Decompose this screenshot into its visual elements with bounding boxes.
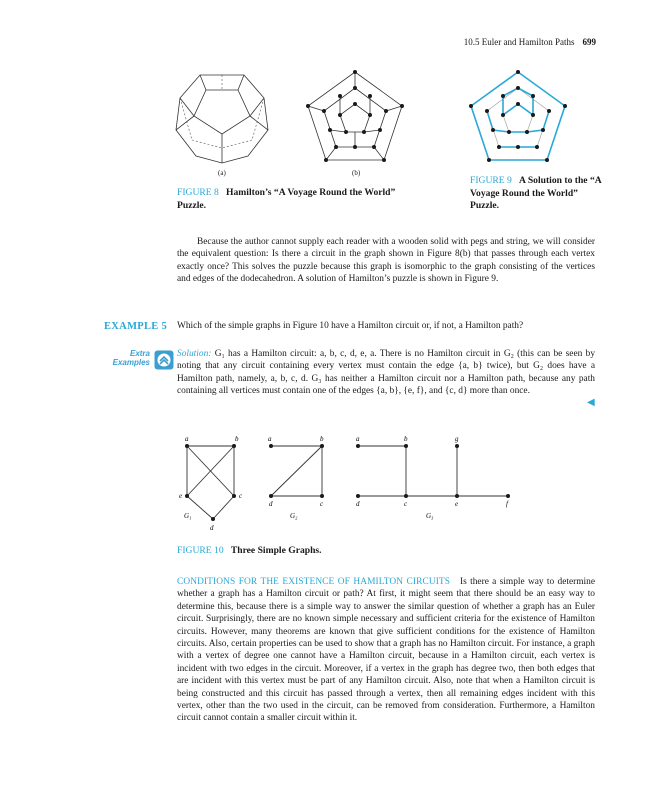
running-header xyxy=(464,37,596,47)
g1-name: G₁ xyxy=(184,512,192,520)
g3-label-c: c xyxy=(404,500,408,508)
intro-paragraph: Because the author cannot supply each reader with a wooden solid with pegs and string, we will consider the equivalent question: Is there a circuit in the graph shown in Figure 8(b) that passes through each vertex exactly once? This solves the puzzle because this graph is isomorphic to the graph consisting of the vertices and edges of the dodecahedron. A solution of Hamilton’s puzzle is shown in Figure 9. xyxy=(177,237,595,285)
g1-label-b: b xyxy=(235,435,239,443)
solution-text: G₁ has a Hamilton circuit: a, b, c, d, e, a. There is no Hamilton circuit in G₂ (this can be seen by noting that any circuit containing every vertex must contain the edge {a, b} twice), but G₂ does have a Hamilton path, namely, a, b, c, d. G₃ has neither a Hamilton circuit nor a Hamilton path, because any path containing all vertices must contain one of the edges {a, b}, {e, f}, and {c, d} more than once. xyxy=(177,349,596,397)
extra-line1: Extra xyxy=(129,349,150,358)
g1-label-c: c xyxy=(239,492,243,500)
dodecahedron-solid xyxy=(172,70,272,165)
figure8-label: FIGURE 8 xyxy=(177,187,219,198)
g1-label-e: e xyxy=(179,492,183,500)
figure8-caption xyxy=(177,187,407,212)
end-of-example-mark: ◀ xyxy=(587,397,595,408)
example-solution xyxy=(177,348,595,398)
g3-name: G₃ xyxy=(426,512,434,520)
g1-label-a: a xyxy=(185,435,189,443)
figure8-caption-text: Hamilton’s “A Voyage Round the World” Puzzle. xyxy=(177,187,396,211)
g3-label-f: f xyxy=(506,500,508,508)
extra-examples-button[interactable] xyxy=(112,349,174,371)
figure8-graph xyxy=(303,68,407,164)
g1-label-d: d xyxy=(210,524,214,532)
conditions-heading: CONDITIONS FOR THE EXISTENCE OF HAMILTON CIRCUITS xyxy=(177,577,451,587)
figure9-graph xyxy=(466,68,570,164)
conditions-section xyxy=(177,576,595,725)
figure9-caption xyxy=(470,175,605,213)
extra-line2: Examples xyxy=(112,358,150,367)
g2-label-b: b xyxy=(320,435,324,443)
extra-examples-icon xyxy=(154,350,174,370)
g3-label-b: b xyxy=(404,435,408,443)
figure8-sub-a: (a) xyxy=(218,169,226,177)
extra-examples-text xyxy=(113,349,150,367)
figure9-label: FIGURE 9 xyxy=(470,175,512,186)
g3-label-g: g xyxy=(455,435,459,443)
example-label: EXAMPLE 5 xyxy=(104,321,168,332)
g2-label-a: a xyxy=(268,435,272,443)
figure9-caption-text: A Solution to the “A Voyage Round the World” Puzzle. xyxy=(470,175,602,211)
section-title: 10.5 Euler and Hamilton Paths xyxy=(463,37,575,47)
example-question: Which of the simple graphs in Figure 10 have a Hamilton circuit or, if not, a Hamilton path? xyxy=(177,321,524,331)
figure10-label: FIGURE 10 xyxy=(177,545,224,556)
g3-label-a: a xyxy=(356,435,360,443)
g2-name: G₂ xyxy=(290,512,298,520)
g2-label-d: d xyxy=(269,500,273,508)
solution-label: Solution: xyxy=(177,349,212,359)
conditions-text: Is there a simple way to determine whether a graph has a Hamilton circuit or path? At first, it might seem that there should be an easy way to determine this, because there is a simple way to answer the similar question of whether a graph has an Euler circuit. Surprisingly, there are no known simple necessary and sufficient criteria for the existence of Hamilton circuits. However, many theorems are known that give sufficient conditions for the existence of Hamilton circuits. Also, certain properties can be used to show that a graph has no Hamilton circuit. For instance, a graph with a vertex of degree one cannot have a Hamilton circuit, because in a Hamilton circuit, each vertex is incident with two edges in the circuit. Moreover, if a vertex in the graph has degree two, then both edges that are incident with this vertex must be part of any Hamilton circuit. Also, note that when a Hamilton circuit is being constructed and this circuit has passed through a vertex, then all remaining edges incident with this vertex, other than the two used in the circuit, can be removed from consideration. Furthermore, a Hamilton circuit cannot contain a smaller circuit within it. xyxy=(177,577,595,724)
figure10-caption-text: Three Simple Graphs. xyxy=(230,545,322,556)
figure10-graphs xyxy=(176,436,521,536)
figure10-caption xyxy=(177,545,477,558)
page-number: 699 xyxy=(582,37,596,47)
g2-label-c: c xyxy=(320,500,324,508)
g3-label-e: e xyxy=(455,500,459,508)
figure8-sub-b: (b) xyxy=(352,169,361,177)
g3-label-d: d xyxy=(356,500,360,508)
